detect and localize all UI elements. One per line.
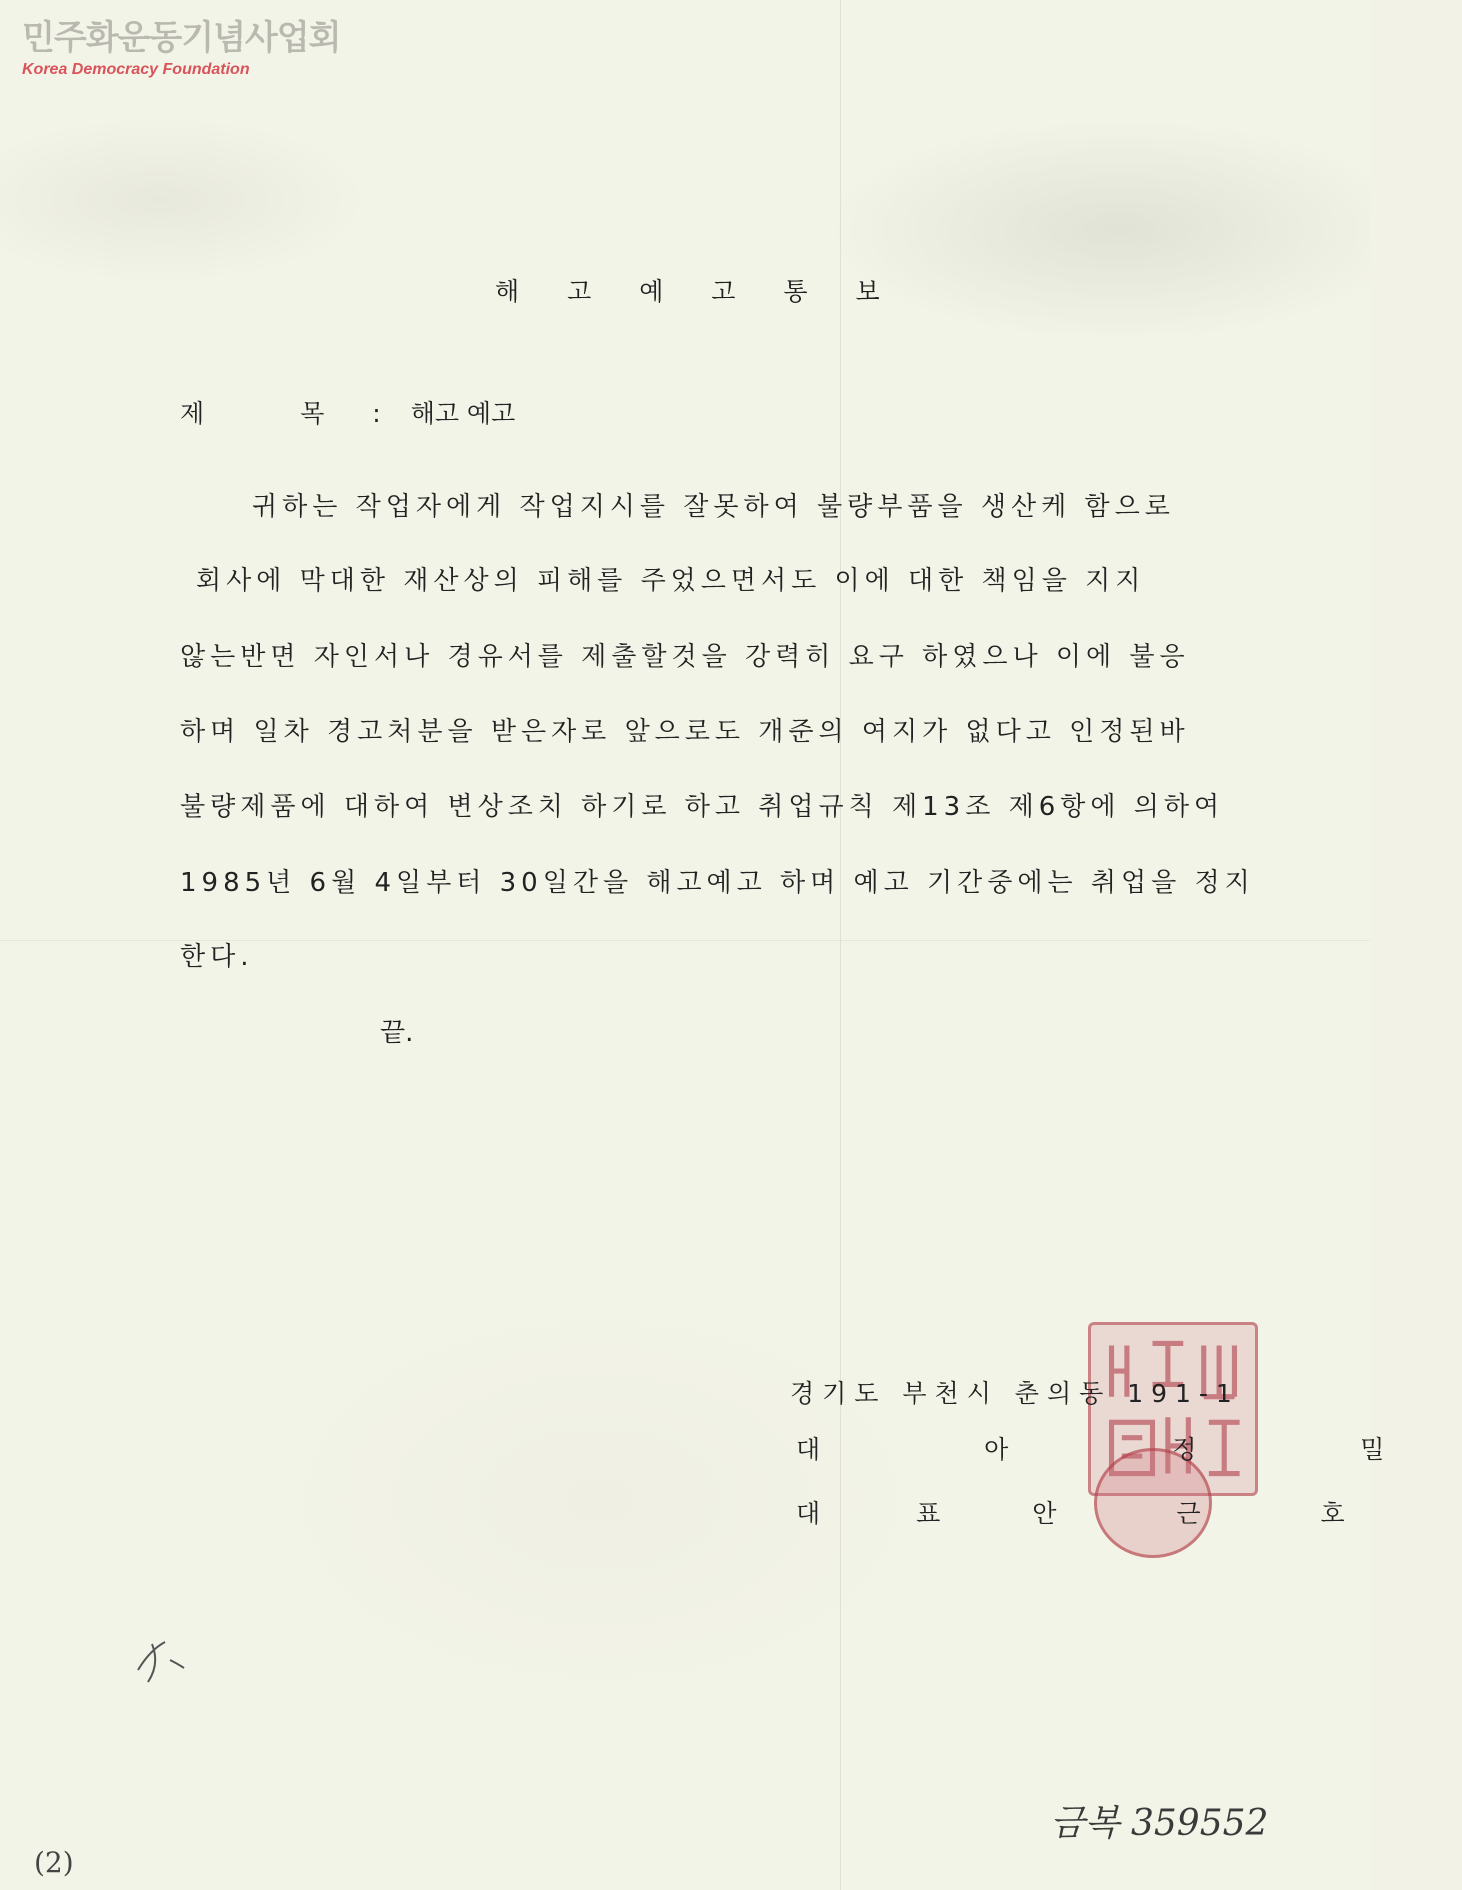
- subject-colon: :: [372, 399, 381, 428]
- subject-line: [180, 394, 515, 430]
- archive-number: 금복 359552: [1050, 1803, 1269, 1844]
- body-line-4: 하며 일차 경고처분을 받은자로 앞으로도 개준의 여지가 없다고 인정된바: [180, 717, 1190, 747]
- representative-name: 안 근 호: [1032, 1499, 1401, 1528]
- watermark-english: Korea Democracy Foundation: [22, 61, 250, 78]
- company-address: 경기도 부천시 춘의동 191-1: [790, 1379, 1240, 1408]
- body-line-6: 1985년 6월 4일부터 30일간을 해고예고 하며 예고 기간중에는 취업을 정지: [180, 868, 1255, 898]
- representative-label: 대 표: [796, 1499, 985, 1528]
- watermark-korean: 민주화운동기념사업회: [22, 18, 341, 58]
- body-line-7: 한다.: [180, 942, 254, 972]
- body-line-5: 불량제품에 대하여 변상조치 하기로 하고 취업규칙 제13조 제6항에 의하여: [180, 792, 1225, 822]
- subject-label: 제 목: [180, 399, 369, 428]
- pencil-scribble-icon: [130, 1630, 190, 1694]
- body-line-2: 회사에 막대한 재산상의 피해를 주었으면서도 이에 대한 책임을 지지: [196, 566, 1146, 596]
- end-mark: 끝.: [380, 1018, 414, 1048]
- document-title: 해 고 예 고 통 보: [495, 277, 900, 306]
- company-name: 대 아 정 밀: [796, 1435, 1462, 1464]
- page-corner-mark: (2): [34, 1846, 74, 1879]
- subject-value: 해고 예고: [410, 399, 516, 428]
- watermark: [22, 18, 340, 80]
- body-line-1: 귀하는 작업자에게 작업지시를 잘못하여 불량부품을 생산케 함으로: [252, 492, 1175, 522]
- representative-line: [796, 1494, 1401, 1530]
- body-line-3: 않는반면 자인서나 경유서를 제출할것을 강력히 요구 하였으나 이에 불응: [180, 642, 1190, 672]
